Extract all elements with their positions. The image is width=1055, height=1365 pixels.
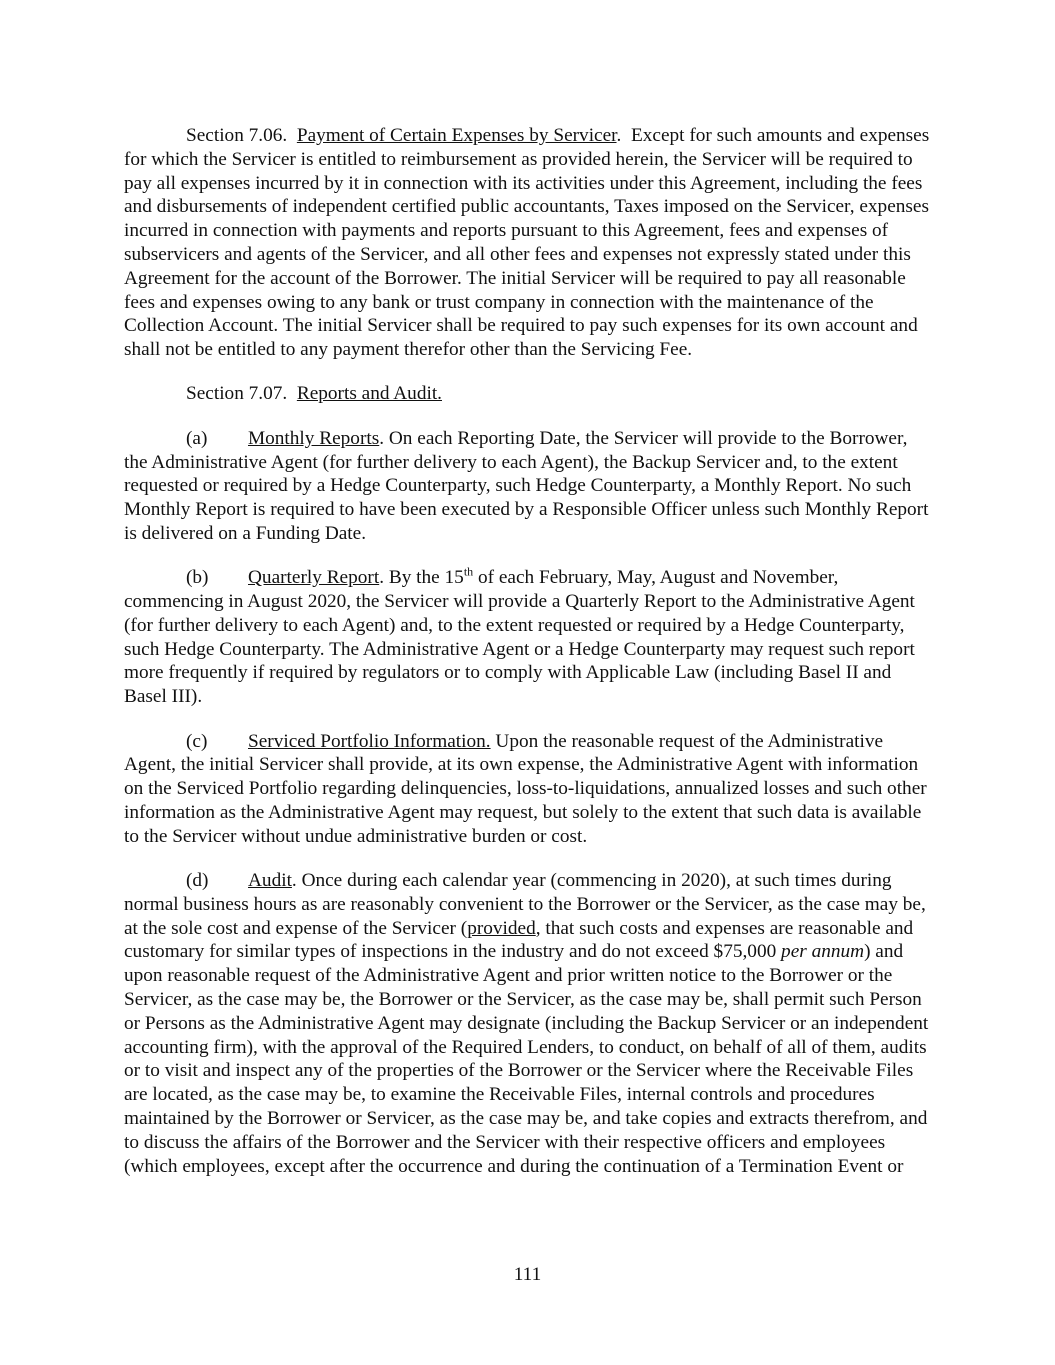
clause-d-body-3: ) and upon reasonable request of the Administrative Agent and prior written notice to the Borrower or the Servicer, as the case may be, the Borrower or the Servicer, as the case may be, shall permit such Person or Persons as the Administrative Agent may designate (including the Backup Servicer or an independent accounting firm), with the approval of the Required Lenders, to conduct, on behalf of all of them, audits or to visit and inspect any of the properties of the Borrower or the Servicer where the Receivable Files are located, as the case may be, to examine the Receivable Files, internal controls and procedures maintained by the Borrower or Servicer, as the case may be, and take copies and extracts therefrom, and to discuss the affairs of the Borrower and the Servicer with their respective officers and employees (which employees, except after the occurrence and during the continuation of a Termination Event or [124,941,929,1177]
clause-d-body-1: . Once during each calendar year (commencing in 2020), at such times during normal business hours as are reasonably convenient to the Borrower or the Servicer, as the case may be, at the sole cost and expense of the Servicer ( [124,870,926,939]
clause-a-paragraph [124,427,932,546]
clause-a-label: (a) [186,427,208,449]
section-7-07-title: Reports and Audit. [296,383,442,405]
clause-d-provided: provided [467,917,536,939]
clause-b-body-post: of each February, May, August and November, commencing in August 2020, the Servicer will provide a Quarterly Report to the Administrative Agent (for further delivery to each Agent) and, to the extent requested or required by a Hedge Counterparty, such Hedge Counterparty. The Administrative Agent or a Hedge Counterparty may request such report more frequently if required by regulators or to comply with Applicable Law (including Basel II and Basel III). [124,567,915,708]
clause-b-ordinal-suffix: th [463,564,474,579]
clause-d-title: Audit [248,870,292,892]
clause-c-label: (c) [186,730,208,752]
clause-c-paragraph [124,730,932,849]
clause-c-body: Upon the reasonable request of the Administrative Agent, the initial Servicer shall provide, at its own expense, the Administrative Agent with information on the Serviced Portfolio regarding delinquencies, loss-to-liquidations, annualized losses and such other information as the Administrative Agent may request, but solely to the extent that such data is available to the Servicer without undue administrative burden or cost. [124,730,927,847]
clause-b-body-pre: . By the 15 [379,567,464,589]
clause-c-title: Serviced Portfolio Information. [248,730,491,752]
clause-d-body-2: , that such costs and expenses are reasonable and customary for similar types of inspections in the industry and do not exceed $75,000 [124,917,914,963]
clause-a-body: . On each Reporting Date, the Servicer will provide to the Borrower, the Administrative Agent (for further delivery to each Agent), the Backup Servicer and, to the extent requested or required by a Hedge Counterparty, such Hedge Counterparty, a Monthly Report. No such Monthly Report is required to have been executed by a Responsible Officer unless such Monthly Report is delivered on a Funding Date. [124,427,929,544]
section-7-06-title: Payment of Certain Expenses by Servicer [296,125,617,146]
section-7-06-body: Except for such amounts and expenses for which the Servicer is entitled to reimbursement as provided herein, the Servicer will be required to pay all expenses incurred by it in connection with its activities under this Agreement, including the fees and disbursements of independent certified public accountants, Taxes imposed on the Servicer, expenses incurred in connection with payments and reports pursuant to this Agreement, fees and expenses of subservicers and agents of the Servicer, and all other fees and expenses not expressly stated under this Agreement for the account of the Borrower. The initial Servicer will be required to pay all reasonable fees and expenses owing to any bank or trust company in connection with the maintenance of the Collection Account. The initial Servicer shall be required to pay such expenses for its own account and shall not be entitled to any payment therefor other than the Servicing Fee. [124,125,930,361]
section-7-07-heading: Section 7.07. [186,383,288,405]
section-7-06-heading: Section 7.06. [186,125,288,146]
clause-a-title: Monthly Reports [248,427,380,449]
clause-d-per-annum: per annum [781,941,865,963]
clause-b-title: Quarterly Report [248,567,380,589]
document-page [124,124,932,1199]
clause-b-label: (b) [186,567,209,589]
section-7-07-heading-paragraph [124,382,932,406]
clause-d-paragraph [124,869,932,1178]
clause-b-paragraph [124,566,932,709]
page-number: 111 [513,1264,542,1285]
section-7-06-paragraph: Section 7.06. Payment of Certain Expenses by Servicer. Except for such amounts and expenses for which the Servicer is entitled to reimbursement as provided herein, the Servicer will be required to pay all expenses incurred by it in connection with its activities under this Agreement, including the fees and disbursements of independent certified public accountants, Taxes imposed on the Servicer, expenses incurred in connection with payments and reports pursuant to this Agreement, fees and expenses of subservicers and agents of the Servicer, and all other fees and expenses not expressly stated under this Agreement for the account of the Borrower. The initial Servicer will be required to pay all reasonable fees and expenses owing to any bank or trust company in connection with the maintenance of the Collection Account. The initial Servicer shall be required to pay such expenses for its own account and shall not be entitled to any payment therefor other than the Servicing Fee. [124,125,930,361]
clause-d-label: (d) [186,870,209,892]
